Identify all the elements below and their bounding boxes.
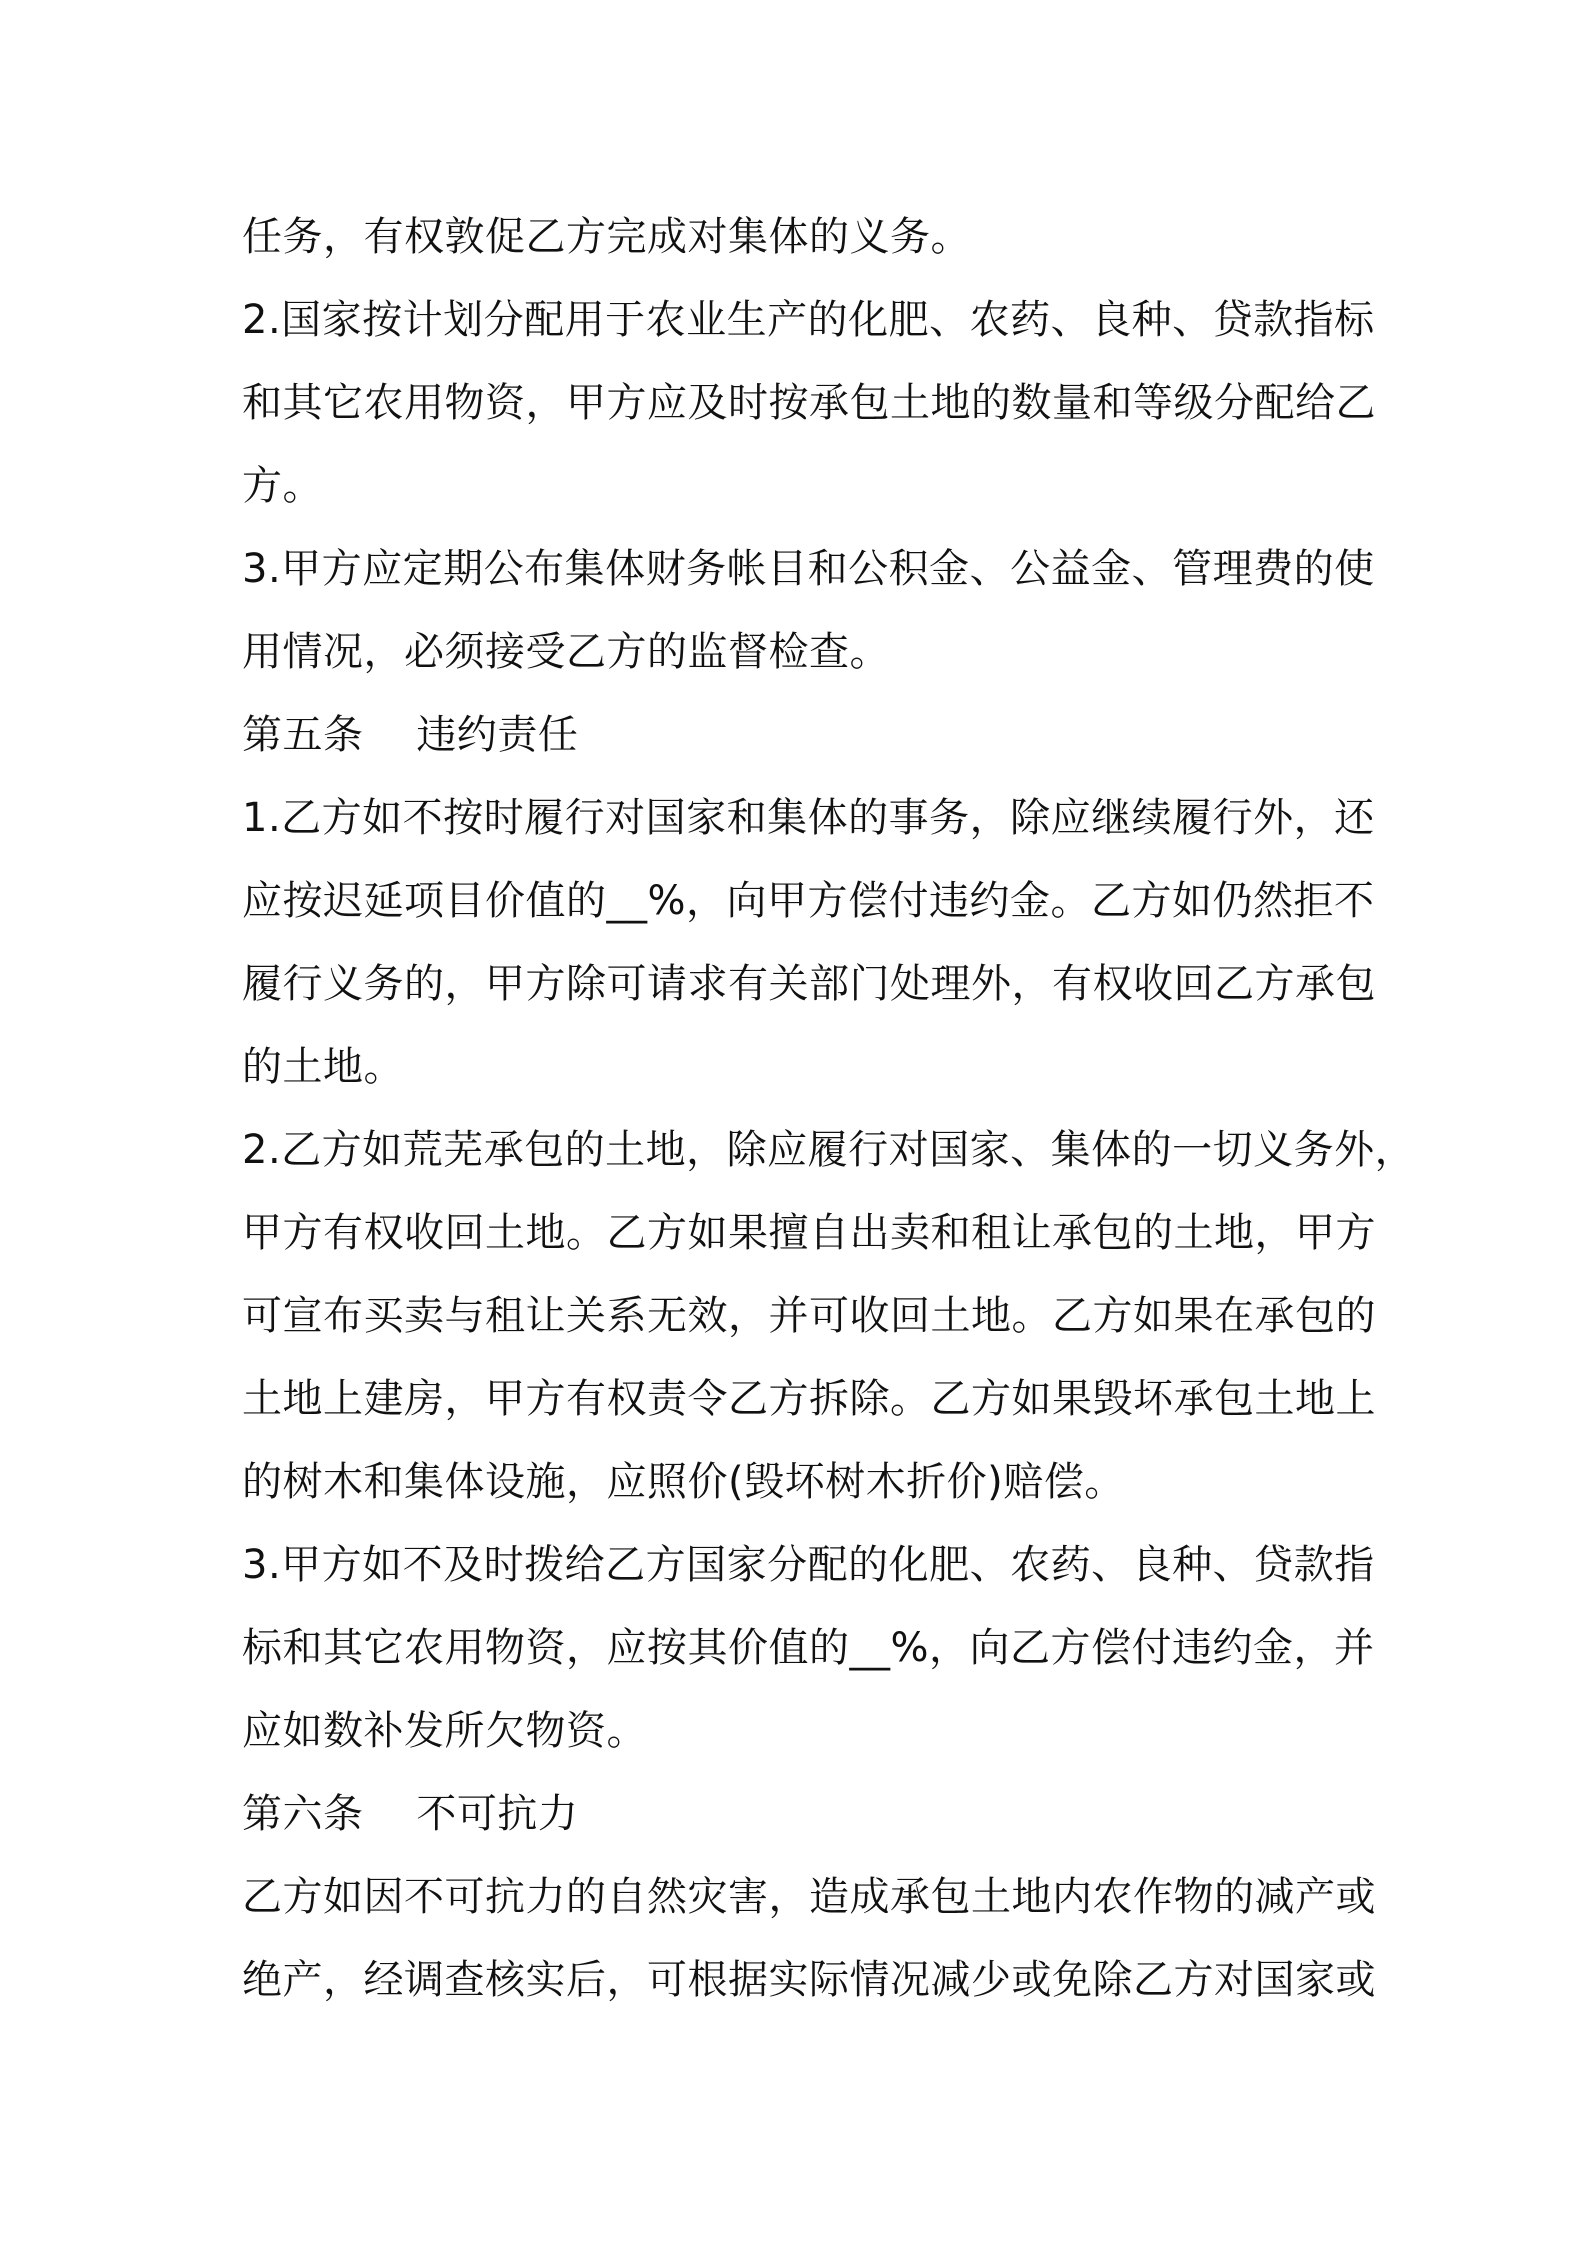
text-line: 2.乙方如荒芜承包的土地，除应履行对国家、集体的一切义务外， (242, 1127, 1416, 1173)
text-line: 土地上建房，甲方有权责令乙方拆除。乙方如果毁坏承包土地上 (242, 1376, 1376, 1422)
text-line: 2.国家按计划分配用于农业生产的化肥、农药、良种、贷款指标 (242, 297, 1375, 343)
section-heading: 第五条 违约责任 (242, 712, 579, 758)
text-line: 乙方如因不可抗力的自然灾害，造成承包土地内农作物的减产或 (242, 1874, 1376, 1920)
text-line: 任务，有权敦促乙方完成对集体的义务。 (242, 214, 971, 260)
text-line: 的树木和集体设施，应照价(毁坏树木折价)赔偿。 (242, 1459, 1125, 1505)
text-line: 用情况，必须接受乙方的监督检查。 (242, 629, 890, 675)
text-line: 的土地。 (242, 1044, 404, 1090)
text-line: 应如数补发所欠物资。 (242, 1708, 647, 1754)
text-line: 3.甲方应定期公布集体财务帐目和公积金、公益金、管理费的使 (242, 546, 1375, 592)
text-line: 和其它农用物资，甲方应及时按承包土地的数量和等级分配给乙 (242, 380, 1376, 426)
text-line: 应按迟延项目价值的__%，向甲方偿付违约金。乙方如仍然拒不 (242, 878, 1375, 924)
text-line: 标和其它农用物资，应按其价值的__%，向乙方偿付违约金，并 (242, 1625, 1375, 1671)
text-line: 可宣布买卖与租让关系无效，并可收回土地。乙方如果在承包的 (242, 1293, 1376, 1339)
text-line: 方。 (242, 463, 323, 509)
document-body (242, 196, 1416, 2022)
text-line: 履行义务的，甲方除可请求有关部门处理外，有权收回乙方承包 (242, 961, 1376, 1007)
text-line: 绝产，经调查核实后，可根据实际情况减少或免除乙方对国家或 (242, 1957, 1376, 2003)
text-line: 甲方有权收回土地。乙方如果擅自出卖和租让承包的土地，甲方 (242, 1210, 1376, 1256)
text-line: 1.乙方如不按时履行对国家和集体的事务，除应继续履行外，还 (242, 795, 1375, 841)
section-heading: 第六条 不可抗力 (242, 1791, 579, 1837)
text-line: 3.甲方如不及时拨给乙方国家分配的化肥、农药、良种、贷款指 (242, 1542, 1375, 1588)
